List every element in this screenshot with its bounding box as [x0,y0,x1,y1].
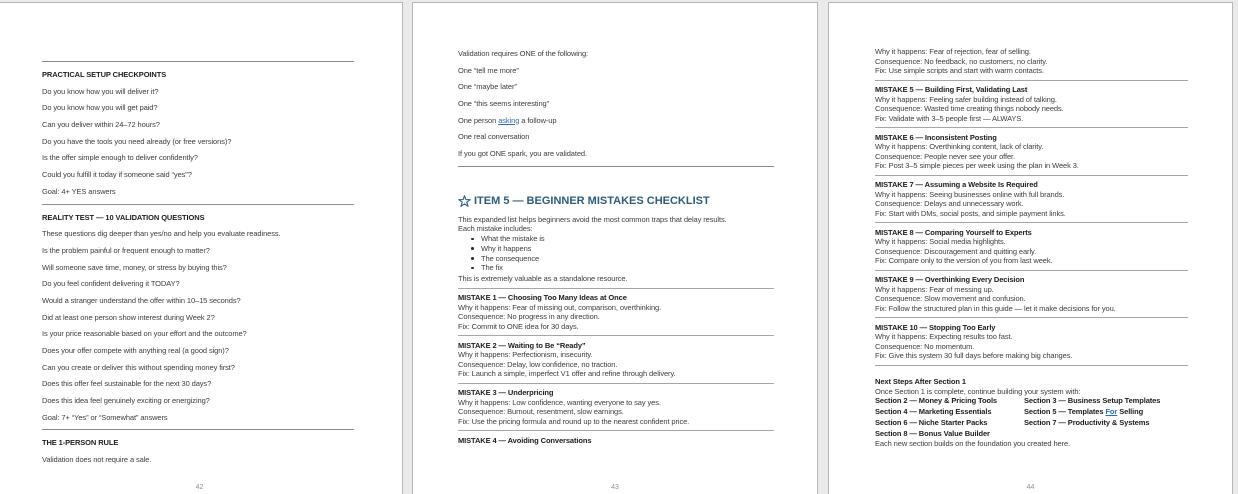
mistake-title: MISTAKE 10 — Stopping Too Early [875,322,996,332]
mistake-line: Fix: Use simple scripts and start with warm contacts. [875,66,1044,75]
paragraph: Do you have the tools you need already (or free versions)? [42,136,232,146]
paragraph: Do you feel confident delivering it TODAY? [42,279,180,289]
section-link-cell: Section 2 — Money & Pricing Tools [875,396,997,405]
text-part: a follow-up [519,115,557,125]
paragraph: One “tell me more” [458,65,519,75]
paragraph: This is extremely valuable as a standalone resource. [458,274,628,284]
mistake-line: Why it happens: Seeing businesses online with full brands. [875,189,1065,199]
paragraph: Can you create or deliver this without spending money first? [42,362,235,372]
mistake-block [458,436,774,445]
mistake-title: MISTAKE 4 — Avoiding Conversations [458,435,592,445]
section-links-grid [875,396,1188,438]
mistake-line: Why it happens: Perfectionism, insecurity. [458,350,593,360]
inline-link[interactable]: asking [498,115,520,125]
bullet-item: The consequence [471,254,774,264]
section-link-cell: Section 3 — Business Setup Templates [1024,396,1161,405]
mistake-title: MISTAKE 5 — Building First, Validating Last [875,85,1028,94]
section-divider [42,429,354,430]
mistake-title: MISTAKE 2 — Waiting to Be “Ready” [458,340,586,350]
section-link-cell: Section 7 — Productivity & Systems [1024,418,1150,427]
mistake-line: Fix: Commit to ONE idea for 30 days. [458,321,579,331]
mistake-line: Consequence: Wasted time creating things nobody needs. [875,104,1064,113]
mistake-block [875,228,1188,266]
mistake-line: Fix: Validate with 3–5 people first — ALWAYS. [875,113,1024,123]
subheading: Next Steps After Section 1 [875,377,966,386]
mistake-line: Why it happens: Feeling safer building instead of talking. [875,94,1057,104]
mistake-line: Consequence: No feedback, no customers, no clarity. [875,56,1048,66]
mistake-line: Fix: Post 3–5 simple pieces per week using the plan in Week 3. [875,161,1079,170]
mistake-block [875,47,1188,75]
mistake-title: MISTAKE 7 — Assuming a Website Is Required [875,180,1038,189]
mistake-line: Fix: Use the pricing formula and round up to the nearest confident price. [458,416,690,426]
mistake-title: MISTAKE 6 — Inconsistent Posting [875,132,997,142]
paragraph: Validation requires ONE of the following: [458,49,588,58]
section-heading: THE 1-PERSON RULE [42,438,119,448]
mistake-title: MISTAKE 8 — Comparing Yourself to Experts [875,227,1032,237]
paragraph: Each mistake includes: [458,224,533,234]
section-link-cell: Section 4 — Marketing Essentials [875,407,992,416]
paragraph: One “this seems interesting” [458,99,549,109]
text-part: One person [458,115,499,125]
mistake-line: Why it happens: Social media highlights. [875,237,1006,246]
mistake-line: Consequence: People never see your offer. [875,151,1016,161]
block-divider [875,175,1188,176]
document-page [0,2,403,494]
section-link-cell [1024,429,1188,438]
spacer [875,370,1188,377]
mistake-line: Consequence: Slow movement and confusion. [875,294,1026,303]
mistake-line: Why it happens: Expecting results too fast. [875,332,1013,341]
section-link-cell: Section 8 — Bonus Value Builder [875,429,990,438]
page-content [829,3,1232,449]
paragraph: Is the offer simple enough to deliver confidently? [42,153,198,163]
section-heading: PRACTICAL SETUP CHECKPOINTS [42,70,167,79]
text-part: Section 5 — Templates [1024,407,1106,416]
block-divider [875,270,1188,271]
page-number: 42 [195,484,204,491]
paragraph [458,116,774,125]
mistake-block [875,275,1188,313]
block-divider [458,383,774,384]
bullet-list [471,234,774,273]
mistake-block [458,388,774,426]
mistake-block [458,341,774,379]
mistake-line: Why it happens: Fear of missing out, comparison, overthinking. [458,302,662,312]
paragraph: This expanded list helps beginners avoid the most common traps that delay results. [458,214,727,224]
mistake-line: Why it happens: Fear of messing up. [875,284,994,294]
mistake-line: Consequence: Burnout, resentment, slow earnings. [458,407,624,417]
page-content [413,3,817,445]
paragraph: Does this offer feel sustainable for the next 30 days? [42,379,212,389]
paragraph: If you got ONE spark, you are validated. [458,149,587,159]
mistake-line: Why it happens: Low confidence, wanting everyone to say yes. [458,397,661,407]
mistake-title: MISTAKE 1 — Choosing Too Many Ideas at Once [458,293,627,303]
paragraph: Can you deliver within 24–72 hours? [42,120,160,130]
section-divider [458,166,774,167]
bullet-item: The fix [471,263,774,273]
block-divider [458,430,774,431]
mistake-line: Why it happens: Overthinking content, lack of clarity. [875,142,1044,151]
paragraph: Validation does not require a sale. [42,455,152,465]
paragraph: Do you know how you will get paid? [42,103,158,113]
mistake-line: Fix: Launch a simple, imperfect V1 offer and refine through delivery. [458,369,676,379]
bullet-item: Why it happens [471,244,774,254]
mistake-title: MISTAKE 3 — Underpricing [458,388,554,398]
paragraph: Once Section 1 is complete, continue building your system with: [875,386,1081,396]
mistake-block [875,323,1188,361]
block-divider [875,127,1188,128]
block-divider [875,317,1188,318]
paragraph: These questions dig deeper than yes/no and help you evaluate readiness. [42,229,281,239]
mistake-line: Fix: Give this system 30 full days before making big changes. [875,351,1073,360]
page-number: 43 [611,484,619,491]
paragraph: Does this idea feel genuinely exciting or energizing? [42,396,210,406]
block-divider [875,80,1188,81]
mistake-line: Consequence: No progress in any direction. [458,312,600,322]
mistake-block [458,293,774,331]
mistake-line: Fix: Follow the structured plan in this guide — let it make decisions for you. [875,303,1116,313]
block-divider [458,288,774,289]
document-page [412,2,818,494]
paragraph: Is your price reasonable based on your effort and the outcome? [42,329,247,339]
text-part: Selling [1117,407,1144,416]
mistake-line: Consequence: Discouragement and quitting early. [875,246,1037,256]
mistake-line: Consequence: No momentum. [875,341,975,351]
section-divider [42,204,354,205]
paragraph: Goal: 7+ “Yes” or “Somewhat” answers [42,412,168,422]
paragraph: One “maybe later” [458,82,517,92]
paragraph: Could you fulfill it today if someone said “yes”? [42,170,192,180]
section-link-cell [1024,407,1188,416]
page-content [0,3,402,472]
paragraph: Is the problem painful or frequent enough to matter? [42,245,210,255]
page-number: 44 [1026,484,1035,491]
block-divider [875,365,1188,366]
star-icon [458,195,471,208]
mistake-title: MISTAKE 9 — Overthinking Every Decision [875,275,1025,284]
paragraph: Goal: 4+ YES answers [42,186,116,196]
paragraph: Does your offer compete with anything real (a good sign)? [42,346,229,355]
mistake-block [875,85,1188,123]
paragraph: Will someone save time, money, or stress by buying this? [42,262,227,272]
mistake-block [875,180,1188,218]
mistake-line: Fix: Start with DMs, social posts, and simple payment links. [875,208,1066,218]
section-heading: REALITY TEST — 10 VALIDATION QUESTIONS [42,212,205,222]
paragraph: Would a stranger understand the offer within 10–15 seconds? [42,295,241,305]
spacer [458,175,774,195]
paragraph: One real conversation [458,132,530,142]
block-divider [875,222,1188,223]
inline-link[interactable]: For [1105,407,1118,416]
mistake-line: Why it happens: Fear of rejection, fear of selling. [875,47,1031,56]
paragraph: Did at least one person show interest during Week 2? [42,312,215,322]
paragraph: Each new section builds on the foundation you created here. [875,439,1071,448]
mistake-line: Consequence: Delay, low confidence, no traction. [458,359,618,369]
bullet-item: What the mistake is [471,234,774,244]
item-heading [458,195,774,208]
paragraph: Do you know how you will deliver it? [42,86,159,96]
item-heading-label: ITEM 5 — BEGINNER MISTAKES CHECKLIST [474,195,710,208]
document-page [828,2,1233,494]
mistake-block [875,133,1188,171]
section-link-cell: Section 6 — Niche Starter Packs [875,418,988,427]
mistake-line: Fix: Compare only to the version of you from last week. [875,256,1053,265]
section-divider [42,61,354,62]
mistake-line: Consequence: Delays and unnecessary work. [875,199,1024,208]
block-divider [458,335,774,336]
